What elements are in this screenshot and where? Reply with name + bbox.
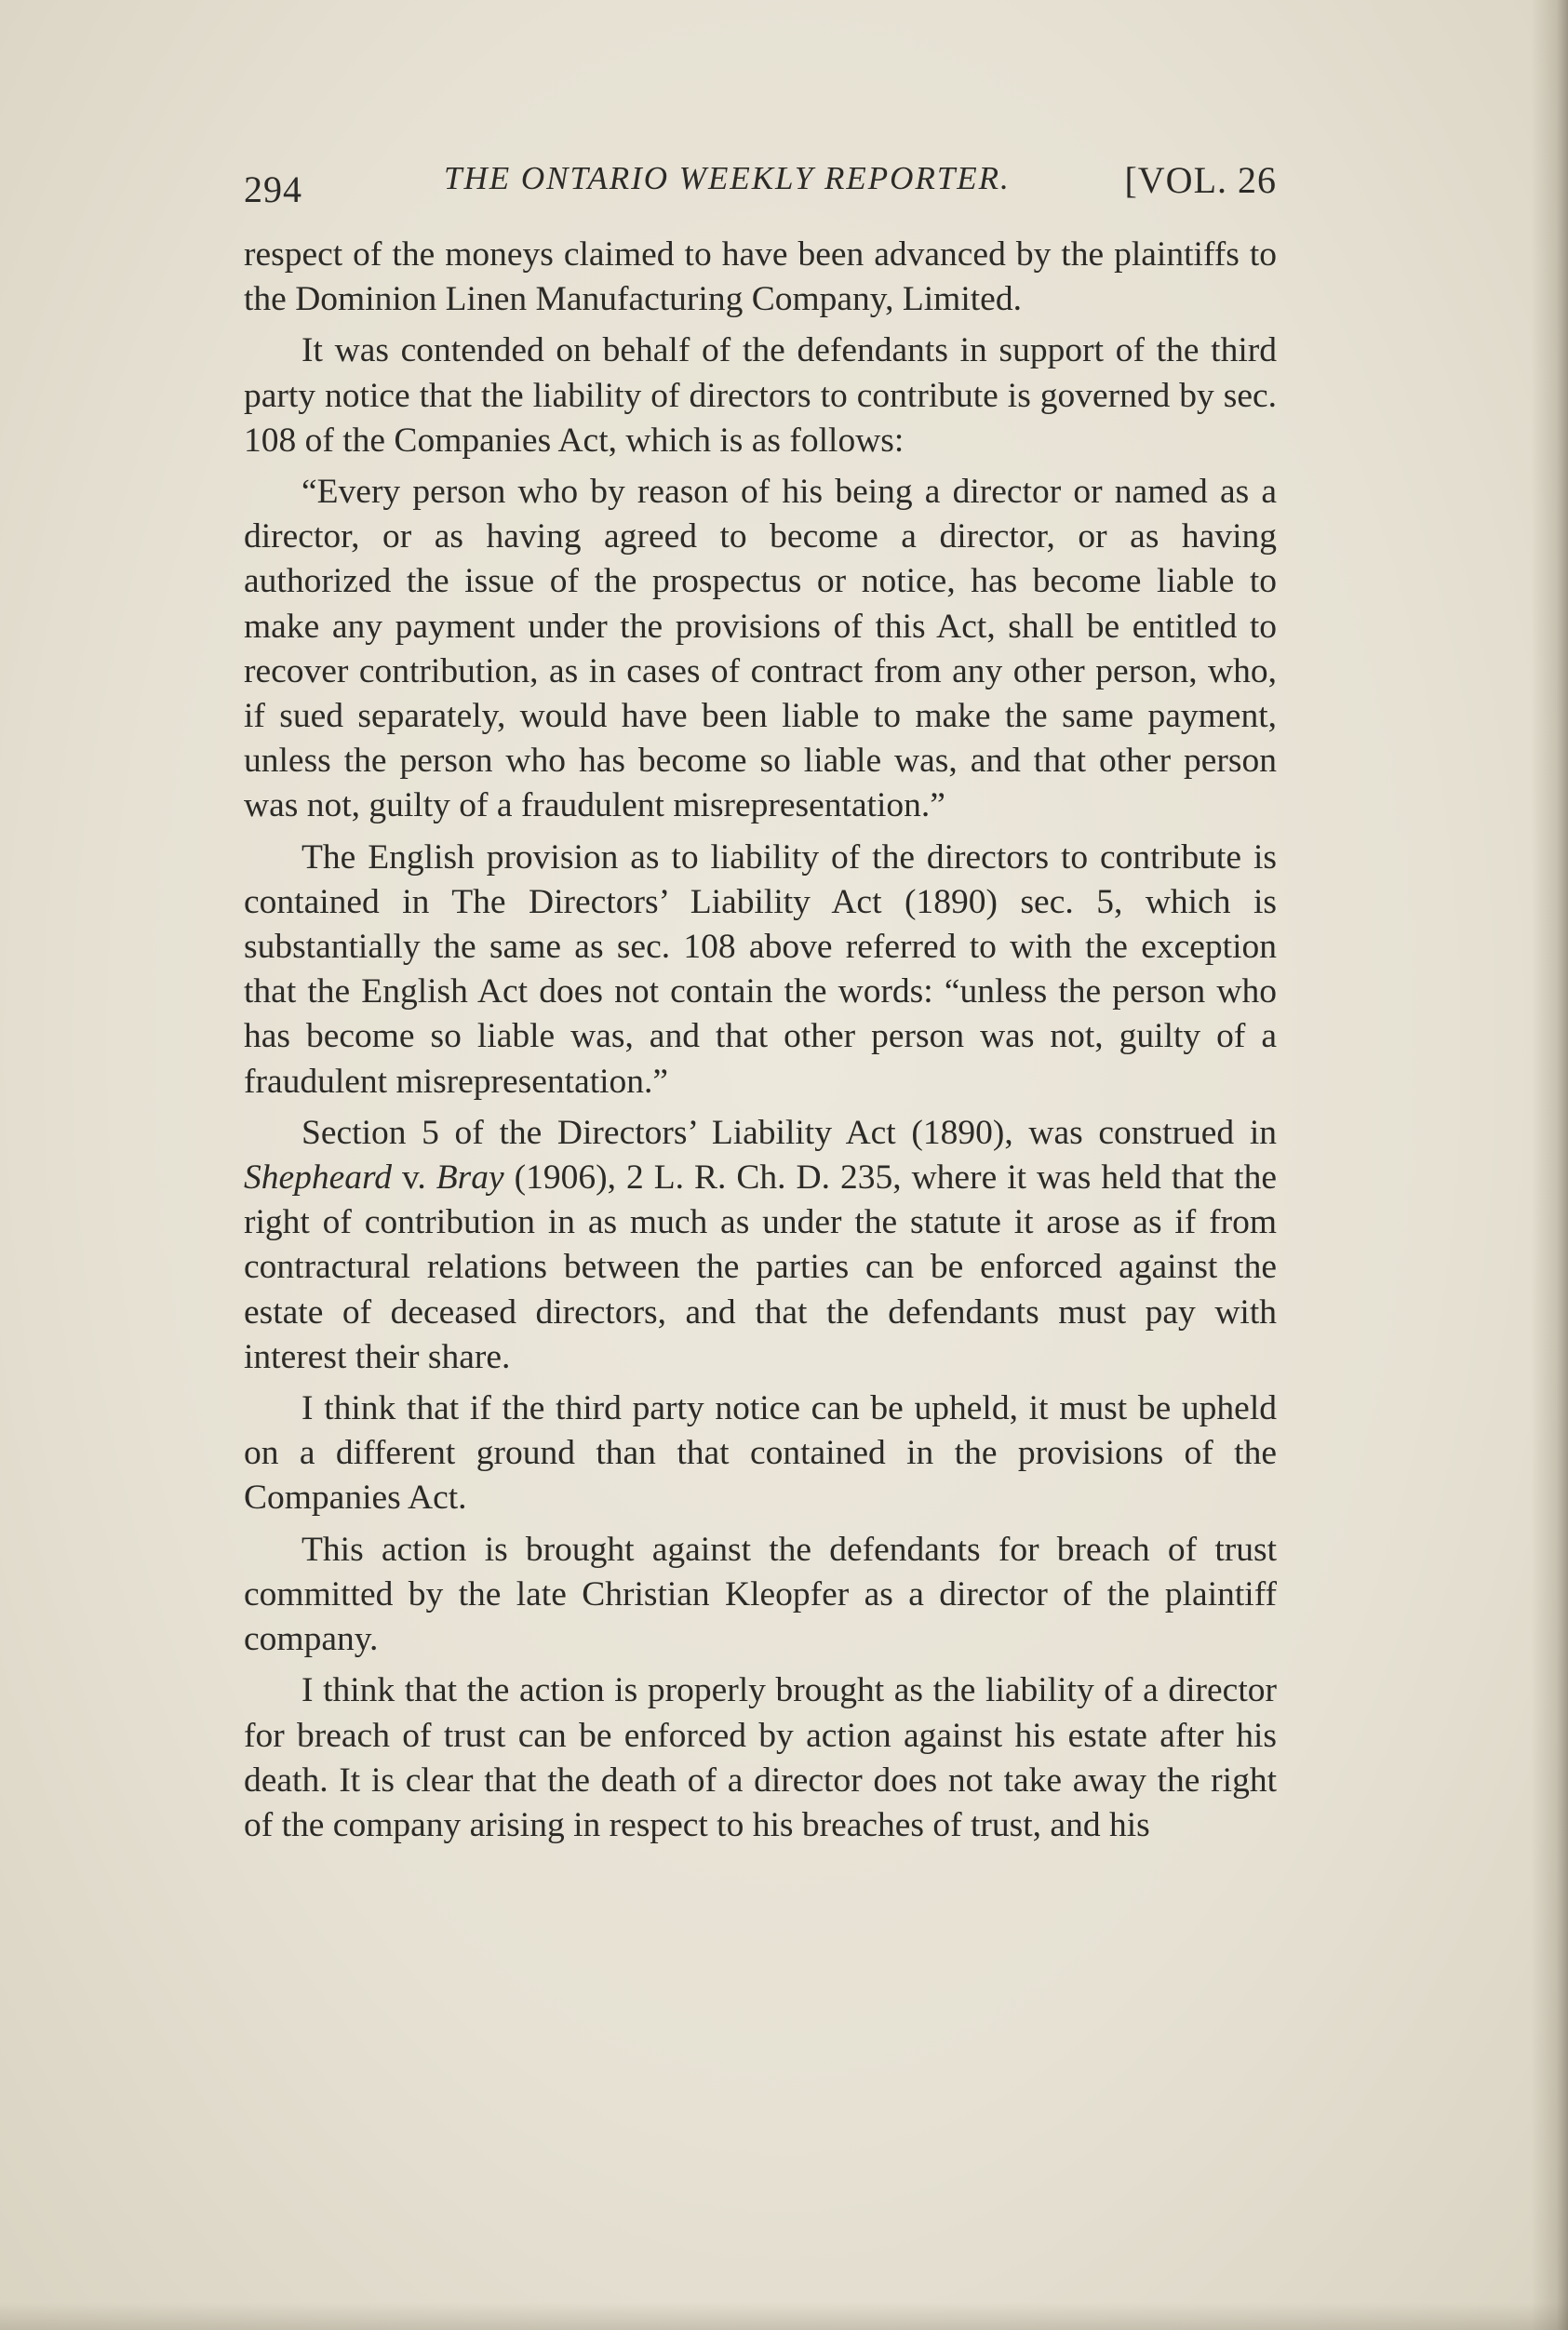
running-header: [244, 156, 1277, 210]
body-text: [244, 233, 1277, 1855]
paragraph-contention: It was contended on behalf of the defendants in support of the third party notice that the liability of directors to contribute is governed by sec. 108 of the Companies Act, which is as follows:: [244, 331, 1277, 460]
running-title: THE ONTARIO WEEKLY REPORTER.: [444, 160, 1011, 196]
paragraph-continuation: respect of the moneys claimed to have been advanced by the plaintiffs to the Dominion Linen Manufacturing Company, Limited.: [244, 235, 1277, 319]
page-edge-shadow: [1531, 0, 1568, 2330]
case-name-party-b: Bray: [436, 1158, 504, 1198]
volume-label: [VOL. 26: [1124, 159, 1277, 201]
case-versus: v.: [392, 1158, 436, 1198]
paragraph-action-brought: This action is brought against the defendants for breach of trust committed by the late Christian Kleopfer as a director of the plaintiff company.: [244, 1530, 1277, 1659]
paragraph-director-liability: I think that the action is properly brought as the liability of a director for breach of trust can be enforced by action against his estate after his death. It is clear that the death of a director does not take away the right of the company arising in respect to his breaches of trust, and his: [244, 1671, 1277, 1844]
case-name-party-a: Shepheard: [244, 1158, 392, 1198]
citation-trailing-text: (1906), 2 L. R. Ch. D. 235, where it was held that the right of contribution in as much as under the statute it arose as if from contractural relations between the parties can be enforced against the estate of deceased directors, and that the defendants must pay with interest their share.: [244, 1158, 1277, 1376]
paragraph-english-provision: The English provision as to liability of the directors to contribute is contained in The Directors’ Liability Act (1890) sec. 5, which is substantially the same as sec. 108 above referred to with the exception that the English Act does not contain the words: “unless the person who has become so liable was, and that other person was not, guilty of a fraudulent misrepresentation.”: [244, 837, 1277, 1101]
paragraph-case-citation: [244, 1111, 1277, 1380]
statute-quotation: “Every person who by reason of his being a director or named as a director, or as having agreed to become a director, or as having authorized the issue of the prospectus or notice, has become liable to make any payment under the provisions of this Act, shall be entitled to recover contribution, as in cases of contract from any other person, who, if sued separately, would have been liable to make the same payment, unless the person who has become so liable was, and that other person was not, guilty of a fraudulent misrepresentation.”: [244, 473, 1277, 825]
page-bottom-shadow: [0, 2302, 1568, 2330]
citation-lead-text: Section 5 of the Directors’ Liability Act (1890), was construed in: [302, 1113, 1277, 1152]
page-number: 294: [244, 168, 302, 210]
paragraph-third-party-notice: I think that if the third party notice can be upheld, it must be upheld on a different ground than that contained in the provisions of the Companies Act.: [244, 1389, 1277, 1518]
